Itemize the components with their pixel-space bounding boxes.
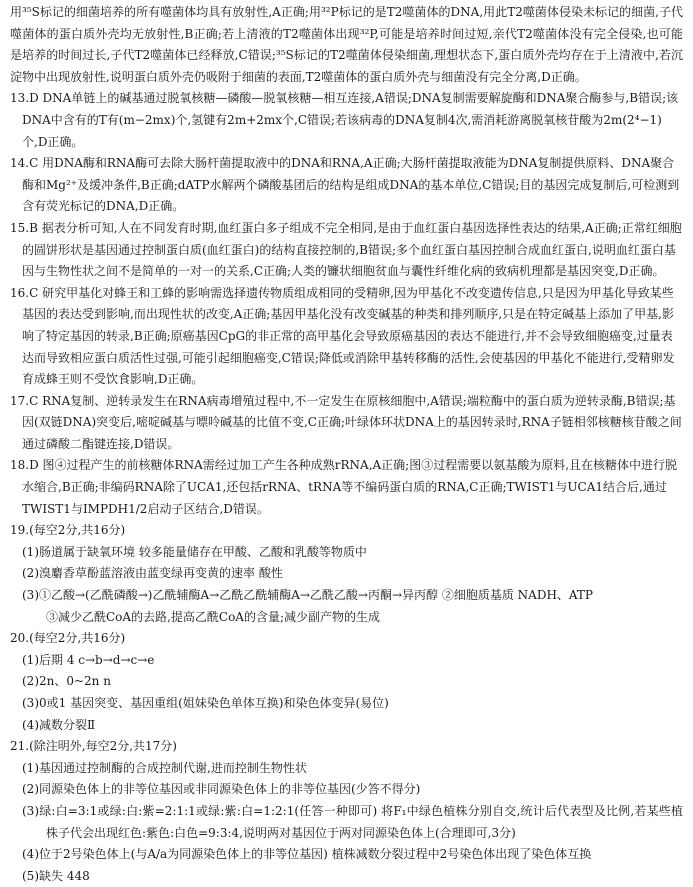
answer-line: ③减少乙酰CoA的去路,提高乙酰CoA的含量;减少副产物的生成	[46, 609, 381, 624]
answer-line: (1)后期 4 c→b→d→c→e	[22, 652, 155, 667]
answer-line: (1)基因通过控制酶的合成控制代谢,进而控制生物性状	[22, 760, 307, 775]
explanation-item-15	[10, 218, 683, 283]
intro-paragraph: 用³⁵S标记的细菌培养的所有噬菌体均具有放射性,A正确;用³²P标记的是T2噬菌体的DNA,用此T2噬菌体侵染未标记的细菌,子代噬菌体的蛋白质外壳均无放射性,B正确;若上清液的T2噬菌体出现³²P,可能是培养时间过短,亲代T2噬菌体没有完全侵染,也可能是培养的时间过长,子代T2噬菌体已经释放,C错误;³⁵S标记的T2噬菌体侵染细菌,理想状态下,蛋白质外壳均存在于上清液中,若沉淀物中出现放射性,说明蛋白质外壳仍吸附于细菌的表面,T2噬菌体的蛋白质外壳与细菌没有完全分离,D正确。	[10, 5, 683, 84]
question-number: 14.	[10, 156, 30, 171]
explanation-text: DNA单链上的碱基通过脱氧核糖—磷酸—脱氧核糖—相互连接,A错误;DNA复制需要解旋酶和DNA聚合酶参与,B错误;该DNA中含有的T有(m−2mx)个,氢键有2m+2mx个,C错误;若该病毒的DNA复制4次,需消耗游离脱氧核苷酸为2m(2⁴−1)个,D正确。	[22, 91, 679, 149]
question-20-header: 20.(每空2分,共16分)	[10, 631, 126, 646]
answer-letter: D	[29, 91, 39, 106]
question-20-answers	[10, 628, 683, 736]
question-21-answers	[10, 736, 683, 887]
answer-line: (2)2n、0~2n n	[22, 674, 111, 689]
answer-letter: B	[29, 220, 38, 235]
answer-line: (3)①乙酸→(乙酰磷酸→)乙酰辅酶A→乙酰乙酰辅酶A→乙酰乙酸→丙酮→异丙醇 ②细胞质基质 NADH、ATP	[22, 588, 593, 603]
explanation-text: 据表分析可知,人在不同发育时期,血红蛋白多子组成不完全相同,是由于血红蛋白基因选择性表达的结果,A正确;正常红细胞的圆饼形状是基因通过控制蛋白质(血红蛋白)的结构直接控制的,B错误;多个血红蛋白基因控制合成血红蛋白,说明血红蛋白基因与生物性状之间不是简单的一对一的关系,C正确;人类的镰状细胞贫血与囊性纤维化病的致病机理都是基因突变,D正确。	[22, 220, 682, 279]
explanation-item-14	[10, 153, 683, 218]
question-21-header: 21.(除注明外,每空2分,共17分)	[10, 739, 177, 754]
question-19-header: 19.(每空2分,共16分)	[10, 523, 126, 538]
answer-letter: C	[29, 285, 39, 300]
choice-explanations	[10, 88, 683, 520]
answer-line: (4)减数分裂Ⅱ	[22, 717, 96, 732]
answer-letter: D	[29, 458, 39, 473]
explanation-text: 研究甲基化对蜂王和工蜂的影响需选择遗传物质组成相同的受精卵,因为甲基化不改变遗传信息,只是因为甲基化导致某些基因的表达受到影响,而出现性状的改变,A正确;基因甲基化没有改变碱基的种类和排列顺序,只是在特定碱基上添加了甲基,影响了特定基因的转录,B正确;原癌基因CpG的非正常的高甲基化会导致原癌基因的表达不能进行,并不会导致细胞癌变,过量表达而导致相应蛋白质活性过强,可能引起细胞癌变,C错误;降低或消除甲基转移酶的活性,会使基因的甲基化不能进行,受精卵发育成蜂王则不受饮食影响,D正确。	[22, 285, 675, 387]
question-number: 13.	[10, 91, 30, 106]
question-number: 18.	[10, 458, 30, 473]
answer-line: (4)位于2号染色体上(与A/a为同源染色体上的非等位基因) 植株减数分裂过程中2号染色体出现了染色体互换	[22, 847, 592, 862]
answer-line: (3)0或1 基因突变、基因重组(姐妹染色单体互换)和染色体变异(易位)	[22, 696, 389, 710]
question-number: 17.	[10, 393, 30, 408]
explanation-item-18	[10, 455, 683, 520]
explanation-text: RNA复制、逆转录发生在RNA病毒增殖过程中,不一定发生在原核细胞中,A错误;端粒酶中的蛋白质为逆转录酶,B错误;基因(双链DNA)突变后,嘧啶碱基与嘌呤碱基的比值不变,C正确;叶绿体环状DNA上的基因转录时,RNA子链相邻核糖核苷酸之间通过磷酸二酯键连接,D错误。	[22, 393, 682, 451]
question-number: 15.	[10, 220, 30, 235]
answer-line: (2)溴麝香草酚蓝溶液由蓝变绿再变黄的速率 酸性	[22, 566, 283, 581]
explanation-text: 用DNA酶和RNA酶可去除大肠杆菌提取液中的DNA和RNA,A正确;大肠杆菌提取液能为DNA复制提供原料、DNA聚合酶和Mg²⁺及缓冲条件,B正确;dATP水解两个磷酸基团后的结构是组成DNA的基本单位,C错误;目的基因完成复制后,可检测到含有荧光标记的DNA,D正确。	[22, 156, 680, 214]
explanation-text: 图④过程产生的前核糖体RNA需经过加工产生各种成熟rRNA,A正确;图③过程需要以氨基酸为原料,且在核糖体中进行脱水缩合,B正确;非编码RNA除了UCA1,还包括rRNA、tRNA等不编码蛋白质的RNA,C正确;TWIST1与UCA1结合后,通过TWIST1与IMPDH1/2启动子区结合,D错误。	[22, 458, 678, 516]
answer-line: (2)同源染色体上的非等位基因或非同源染色体上的非等位基因(少答不得分)	[22, 782, 421, 797]
explanation-item-16	[10, 283, 683, 391]
answer-letter: C	[29, 393, 39, 408]
answer-line: (5)缺失 448	[22, 868, 90, 883]
explanation-item-17	[10, 391, 683, 456]
answer-line: (1)肠道属于缺氧环境 较多能量储存在甲酸、乙酸和乳酸等物质中	[22, 544, 367, 559]
explanation-item-13	[10, 88, 683, 153]
question-19-answers	[10, 520, 683, 628]
question-number: 16.	[10, 285, 30, 300]
answer-line: (3)绿:白=3:1或绿:白:紫=2:1:1或绿:紫:白=1:2:1(任答一种即可) 将F₁中绿色植株分别自交,统计后代表型及比例,若某些植株子代会出现红色:紫色:白色=9:3:4,说明两对基因位于两对同源染色体上(合理即可,3分)	[22, 803, 683, 840]
answer-letter: C	[29, 156, 39, 171]
